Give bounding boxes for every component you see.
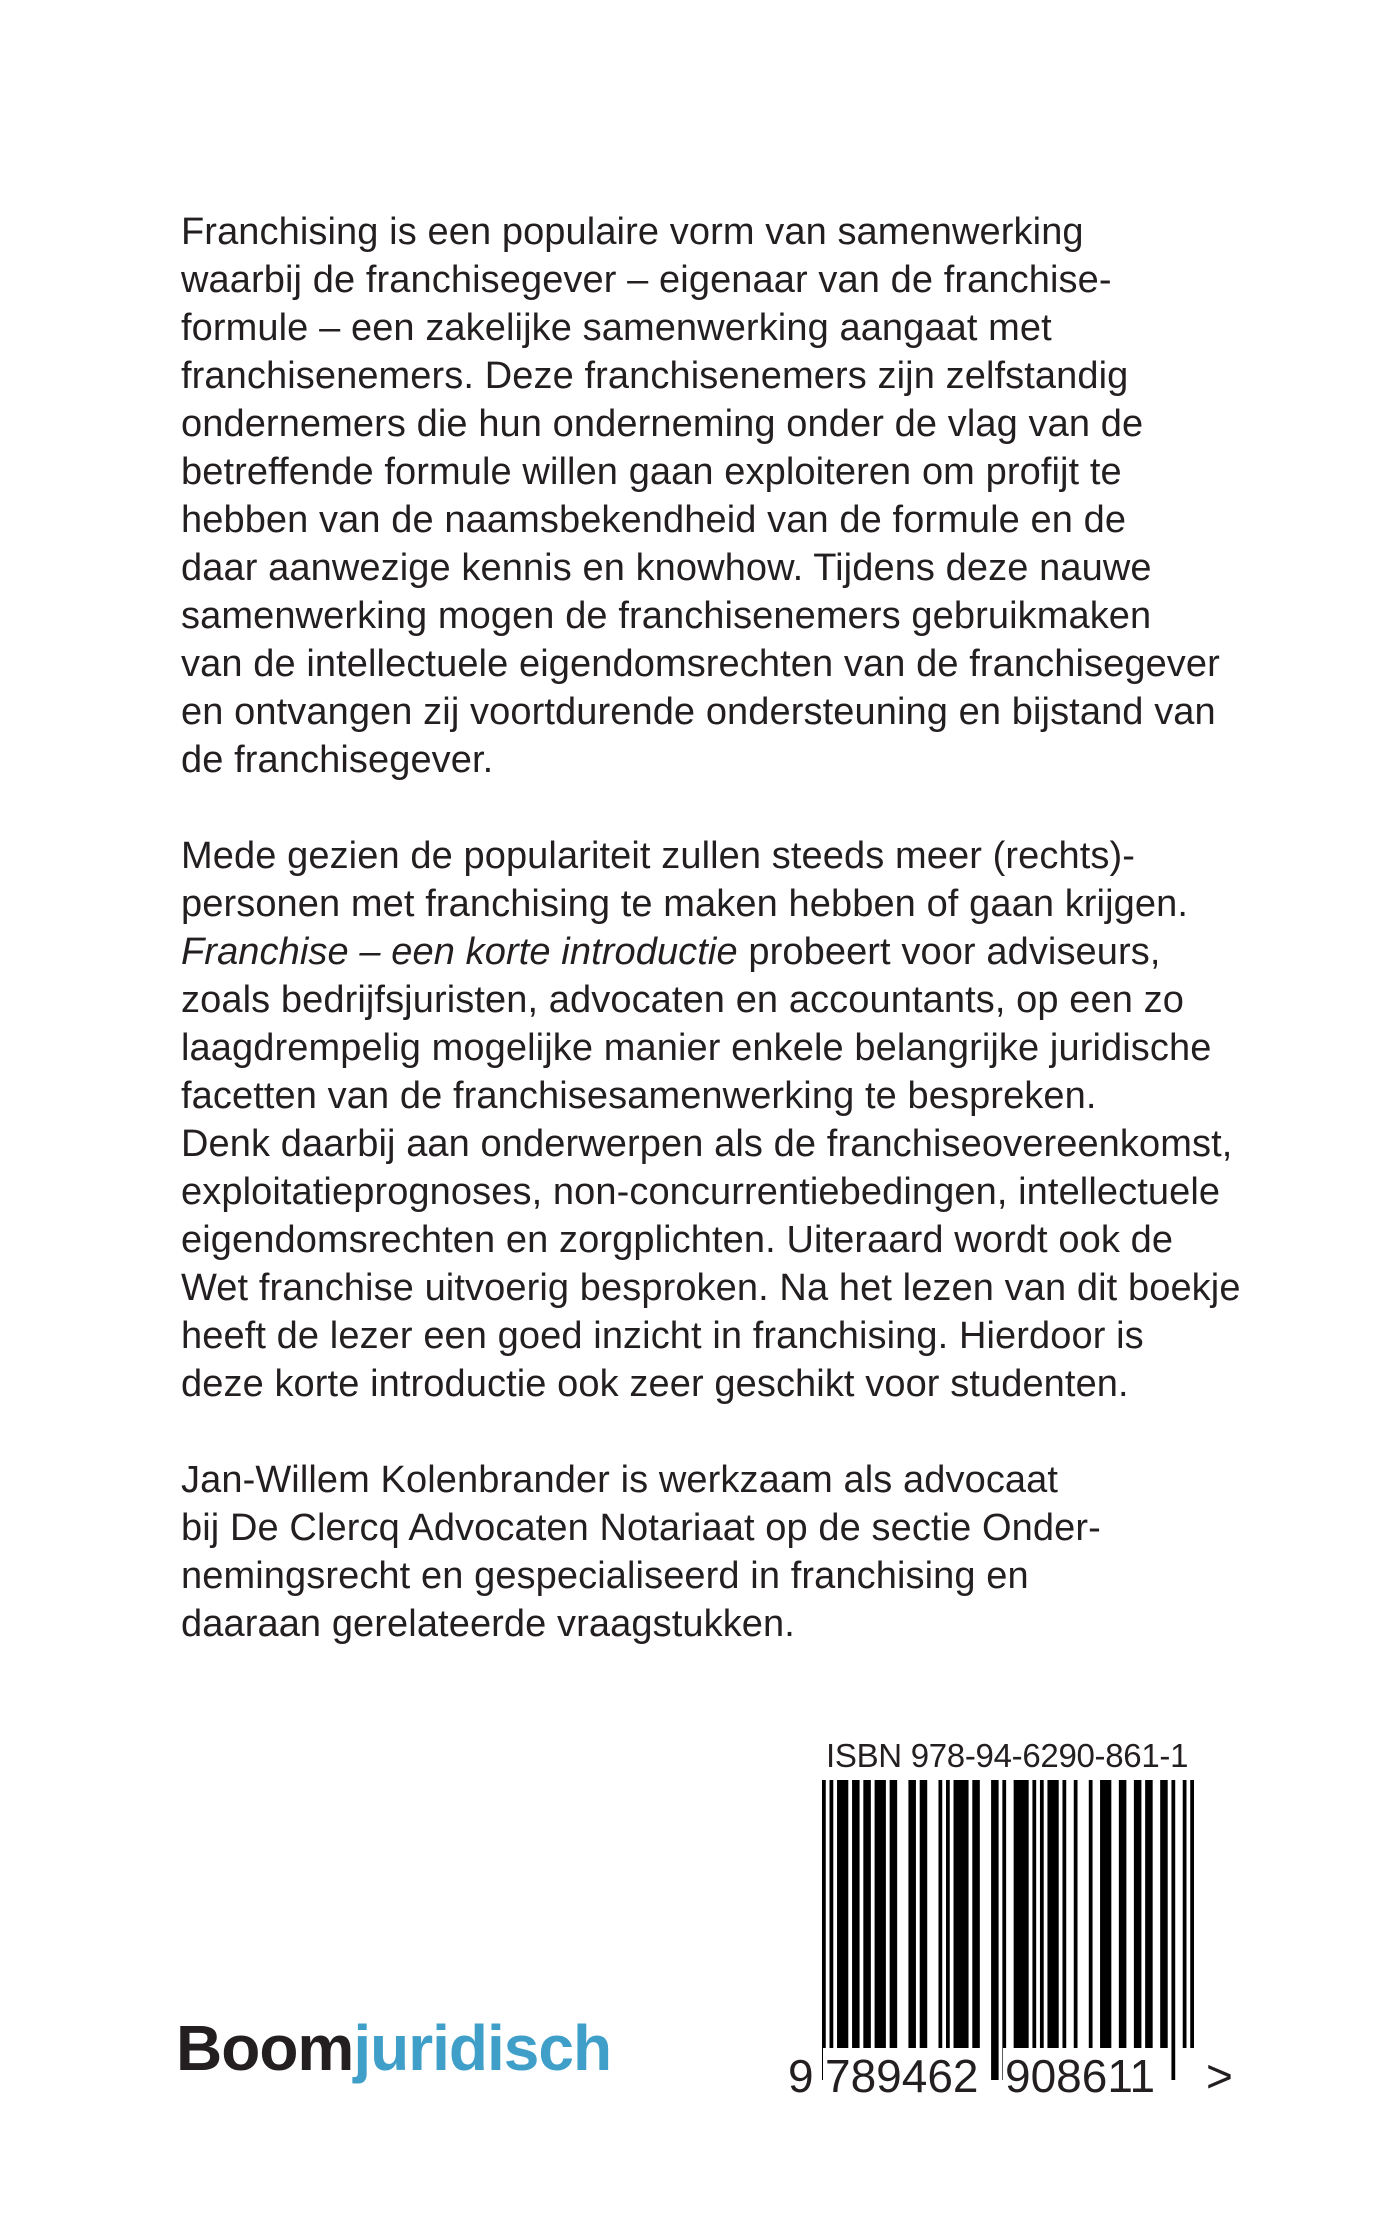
barcode-bar	[1002, 1780, 1006, 2080]
blurb-text	[181, 208, 1261, 1648]
barcode-bar	[1047, 1780, 1058, 2048]
text-line: waarbij de franchisegever – eigenaar van de franchise-	[181, 259, 1112, 301]
paragraph-book-description	[181, 832, 1261, 1408]
barcode-bar	[1119, 1780, 1127, 2048]
text-line: heeft de lezer een goed inzicht in franchising. Hierdoor is	[181, 1315, 1144, 1357]
text-line: deze korte introductie ook zeer geschikt voor studenten.	[181, 1363, 1129, 1405]
text-line: en ontvangen zij voortdurende ondersteuning en bijstand van	[181, 691, 1216, 733]
barcode-digits	[786, 2048, 1246, 2104]
barcode-bar	[852, 1780, 860, 2048]
text-line: Mede gezien de populariteit zullen steeds meer (rechts)-	[181, 835, 1135, 877]
barcode-bar	[1032, 1780, 1036, 2048]
text-line: nemingsrecht en gespecialiseerd in franchising en	[181, 1555, 1029, 1597]
barcode-bar	[954, 1780, 969, 2048]
barcode-bar	[991, 1780, 999, 2080]
text-line: exploitatieprognoses, non-concurrentiebedingen, intellectuele	[181, 1171, 1221, 1213]
barcode-bar	[1134, 1780, 1142, 2048]
text-line: Franchising is een populaire vorm van samenwerking	[181, 211, 1084, 253]
barcode-bar	[1074, 1780, 1078, 2048]
isbn-label: ISBN 978-94-6290-861-1	[826, 1737, 1189, 1774]
text-line: de franchisegever.	[181, 739, 494, 781]
publisher-logo-juridisch: juridisch	[353, 2012, 612, 2084]
text-line: laagdrempelig mogelijke manier enkele belangrijke juridische	[181, 1027, 1212, 1069]
barcode-bar	[972, 1780, 980, 2048]
text-line: hebben van de naamsbekendheid van de formule en de	[181, 499, 1127, 541]
paragraph-author-bio	[181, 1456, 1261, 1648]
barcode-first-digit: 9	[788, 2050, 814, 2102]
publisher-logo	[176, 2008, 611, 2088]
barcode-bar	[1190, 1780, 1194, 2048]
text-line: samenwerking mogen de franchisenemers gebruikmaken	[181, 595, 1152, 637]
text-line: daaraan gerelateerde vraagstukken.	[181, 1603, 795, 1645]
text-line: betreffende formule willen gaan exploiteren om profijt te	[181, 451, 1122, 493]
text-line: bij De Clercq Advocaten Notariaat op de sectie Onder-	[181, 1507, 1101, 1549]
barcode-bar	[920, 1780, 928, 2048]
barcode-bar	[822, 1780, 826, 2080]
text-line: ondernemers die hun onderneming onder de vlag van de	[181, 403, 1144, 445]
text-fragment: probeert voor adviseurs,	[737, 931, 1161, 973]
barcode-bar	[1171, 1780, 1175, 2080]
barcode-bar	[938, 1780, 942, 2048]
text-line: van de intellectuele eigendomsrechten van de franchisegever	[181, 643, 1220, 685]
barcode-bar	[863, 1780, 871, 2048]
barcode-bar	[1040, 1780, 1044, 2048]
text-line: Denk daarbij aan onderwerpen als de franchiseovereenkomst,	[181, 1123, 1233, 1165]
barcode-bar	[1089, 1780, 1093, 2048]
text-line: Wet franchise uitvoerig besproken. Na het lezen van dit boekje	[181, 1267, 1241, 1309]
barcode-bar	[837, 1780, 848, 2048]
text-line: franchisenemers. Deze franchisenemers zijn zelfstandig	[181, 355, 1129, 397]
text-line: personen met franchising te maken hebben of gaan krijgen.	[181, 883, 1189, 925]
barcode-bar	[946, 1780, 950, 2048]
barcode-bar	[908, 1780, 916, 2048]
text-line: daar aanwezige kennis en knowhow. Tijdens deze nauwe	[181, 547, 1152, 589]
barcode-left-group: 789462	[825, 2050, 979, 2102]
barcode-bar	[1100, 1780, 1111, 2048]
isbn-barcode	[822, 1780, 1194, 2080]
barcode-bar	[1145, 1780, 1153, 2048]
text-line: eigendomsrechten en zorgplichten. Uiteraard wordt ook de	[181, 1219, 1174, 1261]
barcode-bar	[875, 1780, 886, 2048]
barcode-right-group: 908611	[1005, 2050, 1156, 2102]
text-line: Jan-Willem Kolenbrander is werkzaam als advocaat	[181, 1459, 1059, 1501]
book-title-italic: Franchise – een korte introductie	[181, 931, 738, 973]
barcode-bar	[890, 1780, 898, 2048]
barcode-end-marker: >	[1206, 2050, 1233, 2102]
barcode-bar	[830, 1780, 834, 2080]
text-line	[181, 928, 1261, 976]
barcode-bar	[1014, 1780, 1029, 2048]
barcode-bar	[1183, 1780, 1187, 2048]
text-line: facetten van de franchisesamenwerking te bespreken.	[181, 1075, 1097, 1117]
text-line: zoals bedrijfsjuristen, advocaten en accountants, op een zo	[181, 979, 1184, 1021]
barcode-bar	[1160, 1780, 1168, 2048]
publisher-logo-boom: Boom	[176, 2012, 354, 2084]
paragraph-intro	[181, 208, 1261, 784]
text-line: formule – een zakelijke samenwerking aangaat met	[181, 307, 1052, 349]
barcode-bar	[1062, 1780, 1066, 2048]
